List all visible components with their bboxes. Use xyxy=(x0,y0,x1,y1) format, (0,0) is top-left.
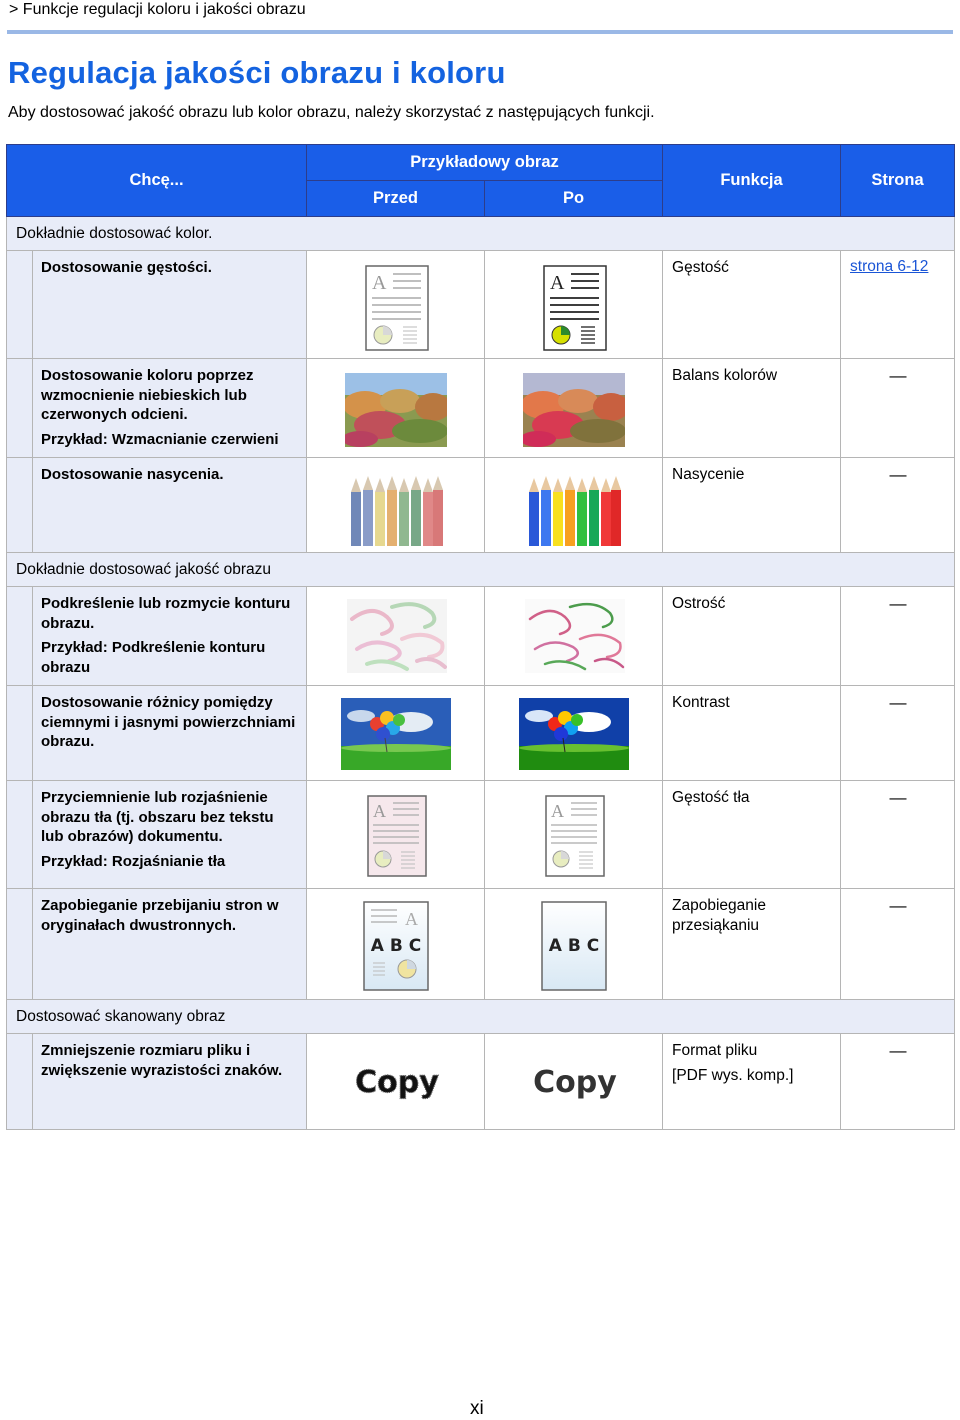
header-after: Po xyxy=(485,181,663,217)
svg-text:Copy: Copy xyxy=(355,1065,439,1100)
svg-text:A: A xyxy=(405,909,419,929)
want-color-balance: Dostosowanie koloru poprzez wzmocnienie niebieskich lub czerwonych odcieni. Przykład: Wzmacnianie czerwieni xyxy=(33,359,307,458)
document-light-icon xyxy=(365,265,429,351)
file-format-after-image xyxy=(485,1034,663,1130)
page-none: — xyxy=(889,594,907,613)
sharpness-before-image xyxy=(307,587,485,686)
copy-text-rough xyxy=(347,1060,447,1104)
document-bleed-icon xyxy=(363,901,429,991)
section-label-color: Dokładnie dostosować kolor. xyxy=(7,217,955,251)
document-tinted-icon xyxy=(367,795,427,877)
features-table xyxy=(6,144,955,1130)
section-label-scan: Dostosować skanowany obraz xyxy=(7,1000,955,1034)
function-file-format: Format pliku [PDF wys. komp.] xyxy=(663,1034,841,1130)
function-density: Gęstość xyxy=(663,251,841,359)
svg-text:A: A xyxy=(551,801,565,821)
bleed-before-image xyxy=(307,889,485,1000)
pencils-muted-photo xyxy=(347,470,445,546)
paperclips-soft-photo xyxy=(347,599,447,673)
svg-text:A B C: A B C xyxy=(370,936,422,956)
balloons-contrast-photo xyxy=(519,698,629,770)
page-link-6-12[interactable]: strona 6-12 xyxy=(850,258,929,275)
copy-text-clean xyxy=(525,1060,625,1104)
page-none: — xyxy=(889,896,907,915)
header-sample: Przykładowy obraz xyxy=(307,145,663,181)
document-dark-icon xyxy=(543,265,607,351)
document-clean-icon xyxy=(545,795,605,877)
page-number: xi xyxy=(470,1398,484,1419)
want-file-size: Zmniejszenie rozmiaru pliku i zwiększenie wyrazistości znaków. xyxy=(33,1034,307,1130)
function-saturation: Nasycenie xyxy=(663,458,841,553)
file-format-before-image xyxy=(307,1034,485,1130)
function-contrast: Kontrast xyxy=(663,686,841,781)
function-color-balance: Balans kolorów xyxy=(663,359,841,458)
want-density: Dostosowanie gęstości. xyxy=(33,251,307,359)
page-none: — xyxy=(889,788,907,807)
bleed-after-image xyxy=(485,889,663,1000)
color-balance-before-image xyxy=(307,359,485,458)
header-before: Przed xyxy=(307,181,485,217)
landscape-photo xyxy=(345,373,447,447)
function-sharpness: Ostrość xyxy=(663,587,841,686)
svg-text:A: A xyxy=(372,272,387,294)
svg-text:Copy: Copy xyxy=(533,1065,617,1100)
page-none: — xyxy=(889,693,907,712)
breadcrumb: > Funkcje regulacji koloru i jakości obrazu xyxy=(9,1,306,18)
pencils-vivid-photo xyxy=(525,470,623,546)
svg-text:A: A xyxy=(550,272,565,294)
background-before-image xyxy=(307,781,485,889)
sharpness-after-image xyxy=(485,587,663,686)
contrast-before-image xyxy=(307,686,485,781)
page-title: Regulacja jakości obrazu i koloru xyxy=(8,55,506,90)
want-saturation: Dostosowanie nasycenia. xyxy=(33,458,307,553)
background-after-image xyxy=(485,781,663,889)
saturation-after-image xyxy=(485,458,663,553)
section-label-quality: Dokładnie dostosować jakość obrazu xyxy=(7,553,955,587)
balloons-photo xyxy=(341,698,451,770)
want-contrast: Dostosowanie różnicy pomiędzy ciemnymi i jasnymi powierzchniami obrazu. xyxy=(33,686,307,781)
want-bleed-through: Zapobieganie przebijaniu stron w oryginałach dwustronnych. xyxy=(33,889,307,1000)
function-background-density: Gęstość tła xyxy=(663,781,841,889)
document-clean-abc-icon xyxy=(541,901,607,991)
intro-text: Aby dostosować jakość obrazu lub kolor obrazu, należy skorzystać z następujących funkcji. xyxy=(8,104,655,121)
header-want: Chcę... xyxy=(7,145,307,217)
saturation-before-image xyxy=(307,458,485,553)
density-before-image xyxy=(307,251,485,359)
header-function: Funkcja xyxy=(663,145,841,217)
paperclips-sharp-photo xyxy=(525,599,625,673)
page-none: — xyxy=(889,1041,907,1060)
density-after-image xyxy=(485,251,663,359)
header-rule xyxy=(7,30,953,34)
header-page: Strona xyxy=(841,145,955,217)
page-none: — xyxy=(889,366,907,385)
color-balance-after-image xyxy=(485,359,663,458)
landscape-photo-red xyxy=(523,373,625,447)
svg-text:A B C: A B C xyxy=(548,936,600,956)
page-none: — xyxy=(889,465,907,484)
want-background-density: Przyciemnienie lub rozjaśnienie obrazu tła (tj. obszaru bez tekstu lub obrazów) dokumentu. Przykład: Rozjaśnianie tła xyxy=(33,781,307,889)
svg-text:A: A xyxy=(373,801,387,821)
function-bleed-prevention: Zapobieganie przesiąkaniu xyxy=(663,889,841,1000)
want-sharpness: Podkreślenie lub rozmycie konturu obrazu. Przykład: Podkreślenie konturu obrazu xyxy=(33,587,307,686)
contrast-after-image xyxy=(485,686,663,781)
